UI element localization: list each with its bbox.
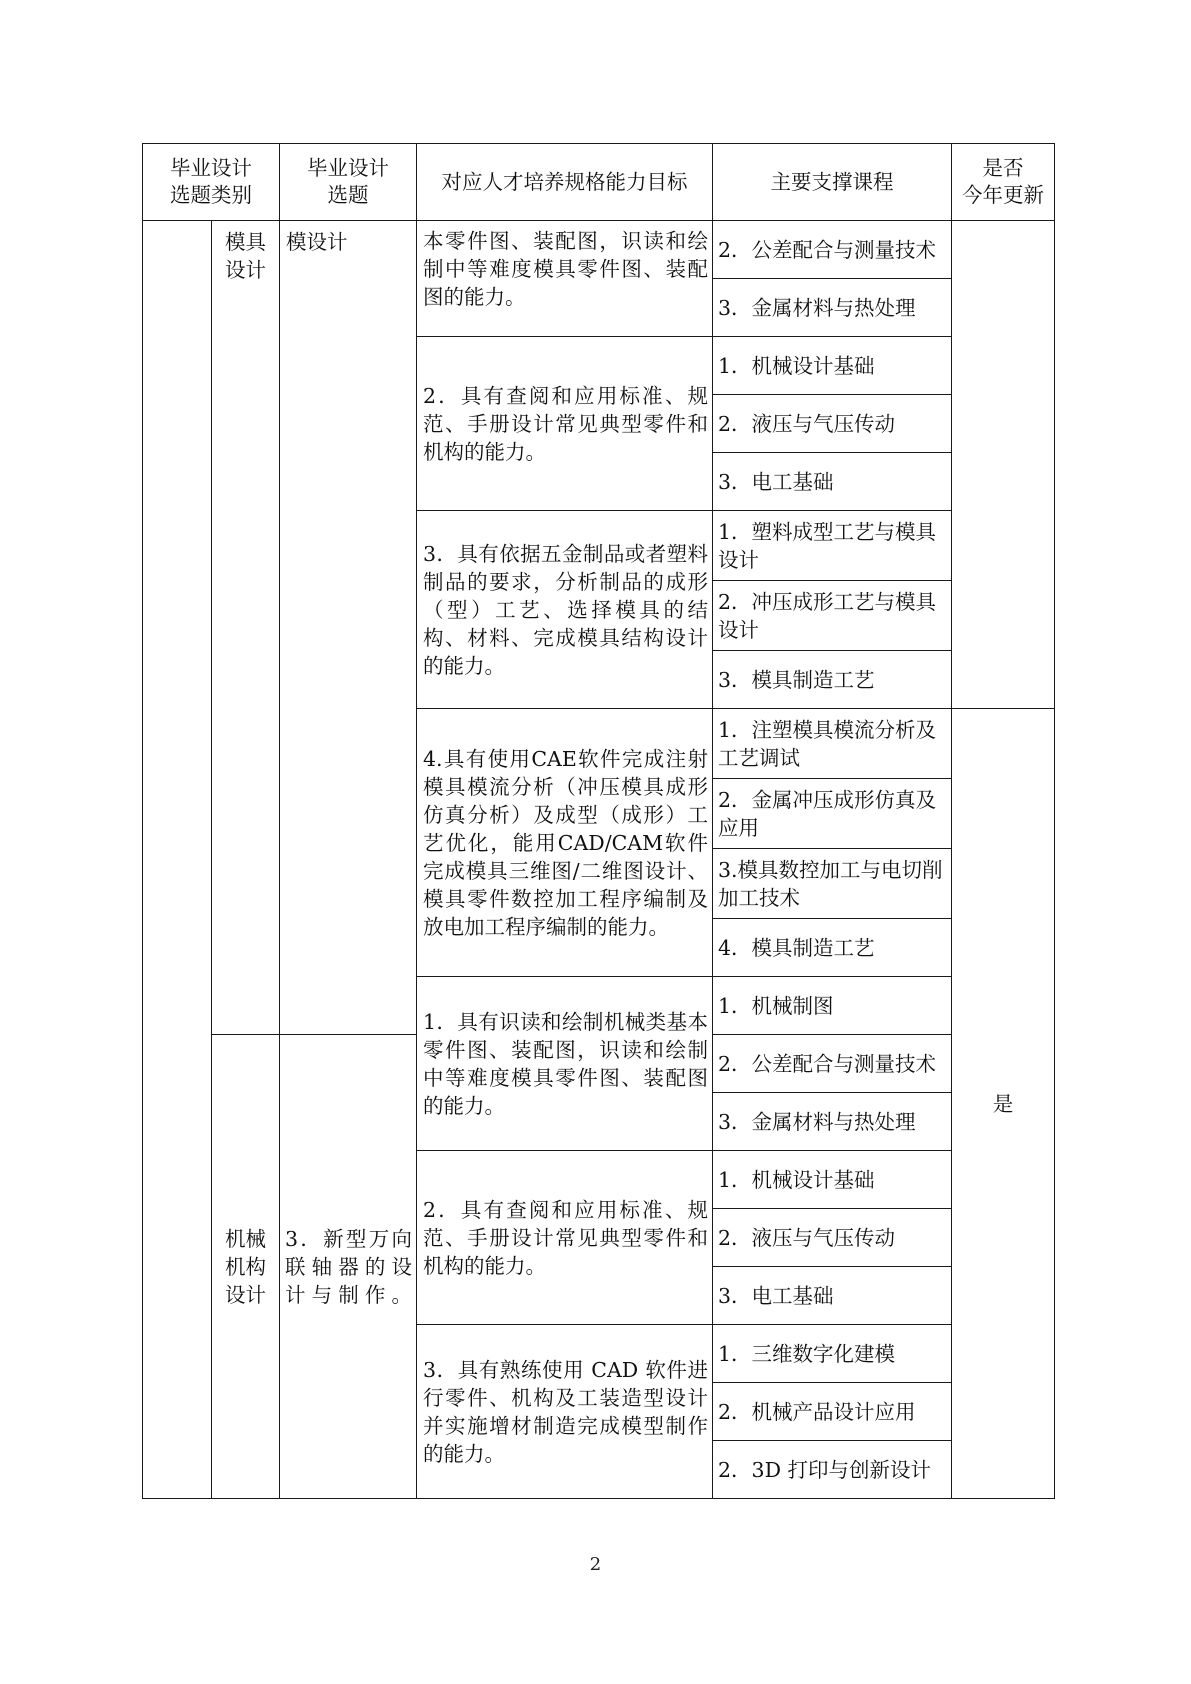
update-cell-empty [952,221,1055,709]
course-cell: 1．机械制图 [713,977,952,1035]
course-cell: 2．公差配合与测量技术 [713,1035,952,1093]
category-mold-line2: 设计 [225,258,266,282]
graduation-design-table [142,143,1055,1499]
course-cell: 2．金属冲压成形仿真及应用 [713,779,952,849]
course-cell: 2．冲压成形工艺与模具设计 [713,581,952,651]
header-category-line2: 选题类别 [170,183,252,207]
course-cell: 3.模具数控加工与电切削加工技术 [713,849,952,919]
category-mech-line3: 设计 [225,1282,266,1307]
header-goal: 对应人才培养规格能力目标 [417,144,713,221]
page-number: 2 [589,1554,602,1575]
course-cell: 3．金属材料与热处理 [713,279,952,337]
category-mold-design [212,221,280,1035]
course-cell: 3．电工基础 [713,1267,952,1325]
goal-cell: 3．具有熟练使用 CAD 软件进行零件、机构及工装造型设计并实施增材制造完成模型制作的能力。 [417,1325,713,1499]
course-cell: 1．机械设计基础 [713,337,952,395]
category-mech-line2: 机构 [225,1254,266,1279]
goal-cell: 1．具有识读和绘制机械类基本零件图、装配图，识读和绘制中等难度模具零件图、装配图的能力。 [417,977,713,1151]
topic-mold-design: 模设计 [280,221,417,1035]
header-topic-line2: 选题 [327,183,369,207]
course-cell: 3．金属材料与热处理 [713,1093,952,1151]
category-mech-line1: 机械 [225,1226,266,1251]
header-row [143,144,1055,221]
goal-cell: 3．具有依据五金制品或者塑料制品的要求，分析制品的成形（型）工艺、选择模具的结构、材料、完成模具结构设计的能力。 [417,511,713,709]
table-row [143,221,1055,279]
outer-category-cell [143,221,212,1499]
course-cell: 1．塑料成型工艺与模具设计 [713,511,952,581]
course-cell: 1．机械设计基础 [713,1151,952,1209]
category-mechanism-design [212,1035,280,1499]
course-cell: 3．模具制造工艺 [713,651,952,709]
course-cell: 2．机械产品设计应用 [713,1383,952,1441]
header-topic-line1: 毕业设计 [307,156,389,180]
header-category-line1: 毕业设计 [170,156,252,180]
header-update-line1: 是否 [982,156,1024,180]
course-cell: 3．电工基础 [713,453,952,511]
goal-cell: 4.具有使用CAE软件完成注射模具模流分析（冲压模具成形仿真分析）及成型（成形）工艺优化，能用CAD/CAM软件完成模具三维图/二维图设计、模具零件数控加工程序编制及放电加工程序编制的能力。 [417,709,713,977]
course-cell: 2．公差配合与测量技术 [713,221,952,279]
header-update [952,144,1055,221]
header-category [143,144,280,221]
goal-cell: 本零件图、装配图，识读和绘制中等难度模具零件图、装配图的能力。 [417,221,713,337]
goal-cell: 2．具有查阅和应用标准、规范、手册设计常见典型零件和机构的能力。 [417,1151,713,1325]
course-cell: 2．液压与气压传动 [713,395,952,453]
update-cell: 是 [952,709,1055,1499]
header-update-line2: 今年更新 [962,183,1044,207]
topic-universal-coupling: 3．新型万向联轴器的设计与制作。 [280,1035,417,1499]
course-cell: 1．注塑模具模流分析及工艺调试 [713,709,952,779]
course-cell: 1．三维数字化建模 [713,1325,952,1383]
header-course: 主要支撑课程 [713,144,952,221]
course-cell: 4．模具制造工艺 [713,919,952,977]
course-cell: 2．3D 打印与创新设计 [713,1441,952,1499]
course-cell: 2．液压与气压传动 [713,1209,952,1267]
goal-cell: 2．具有查阅和应用标准、规范、手册设计常见典型零件和机构的能力。 [417,337,713,511]
category-mold-line1: 模具 [225,230,266,254]
header-topic [280,144,417,221]
